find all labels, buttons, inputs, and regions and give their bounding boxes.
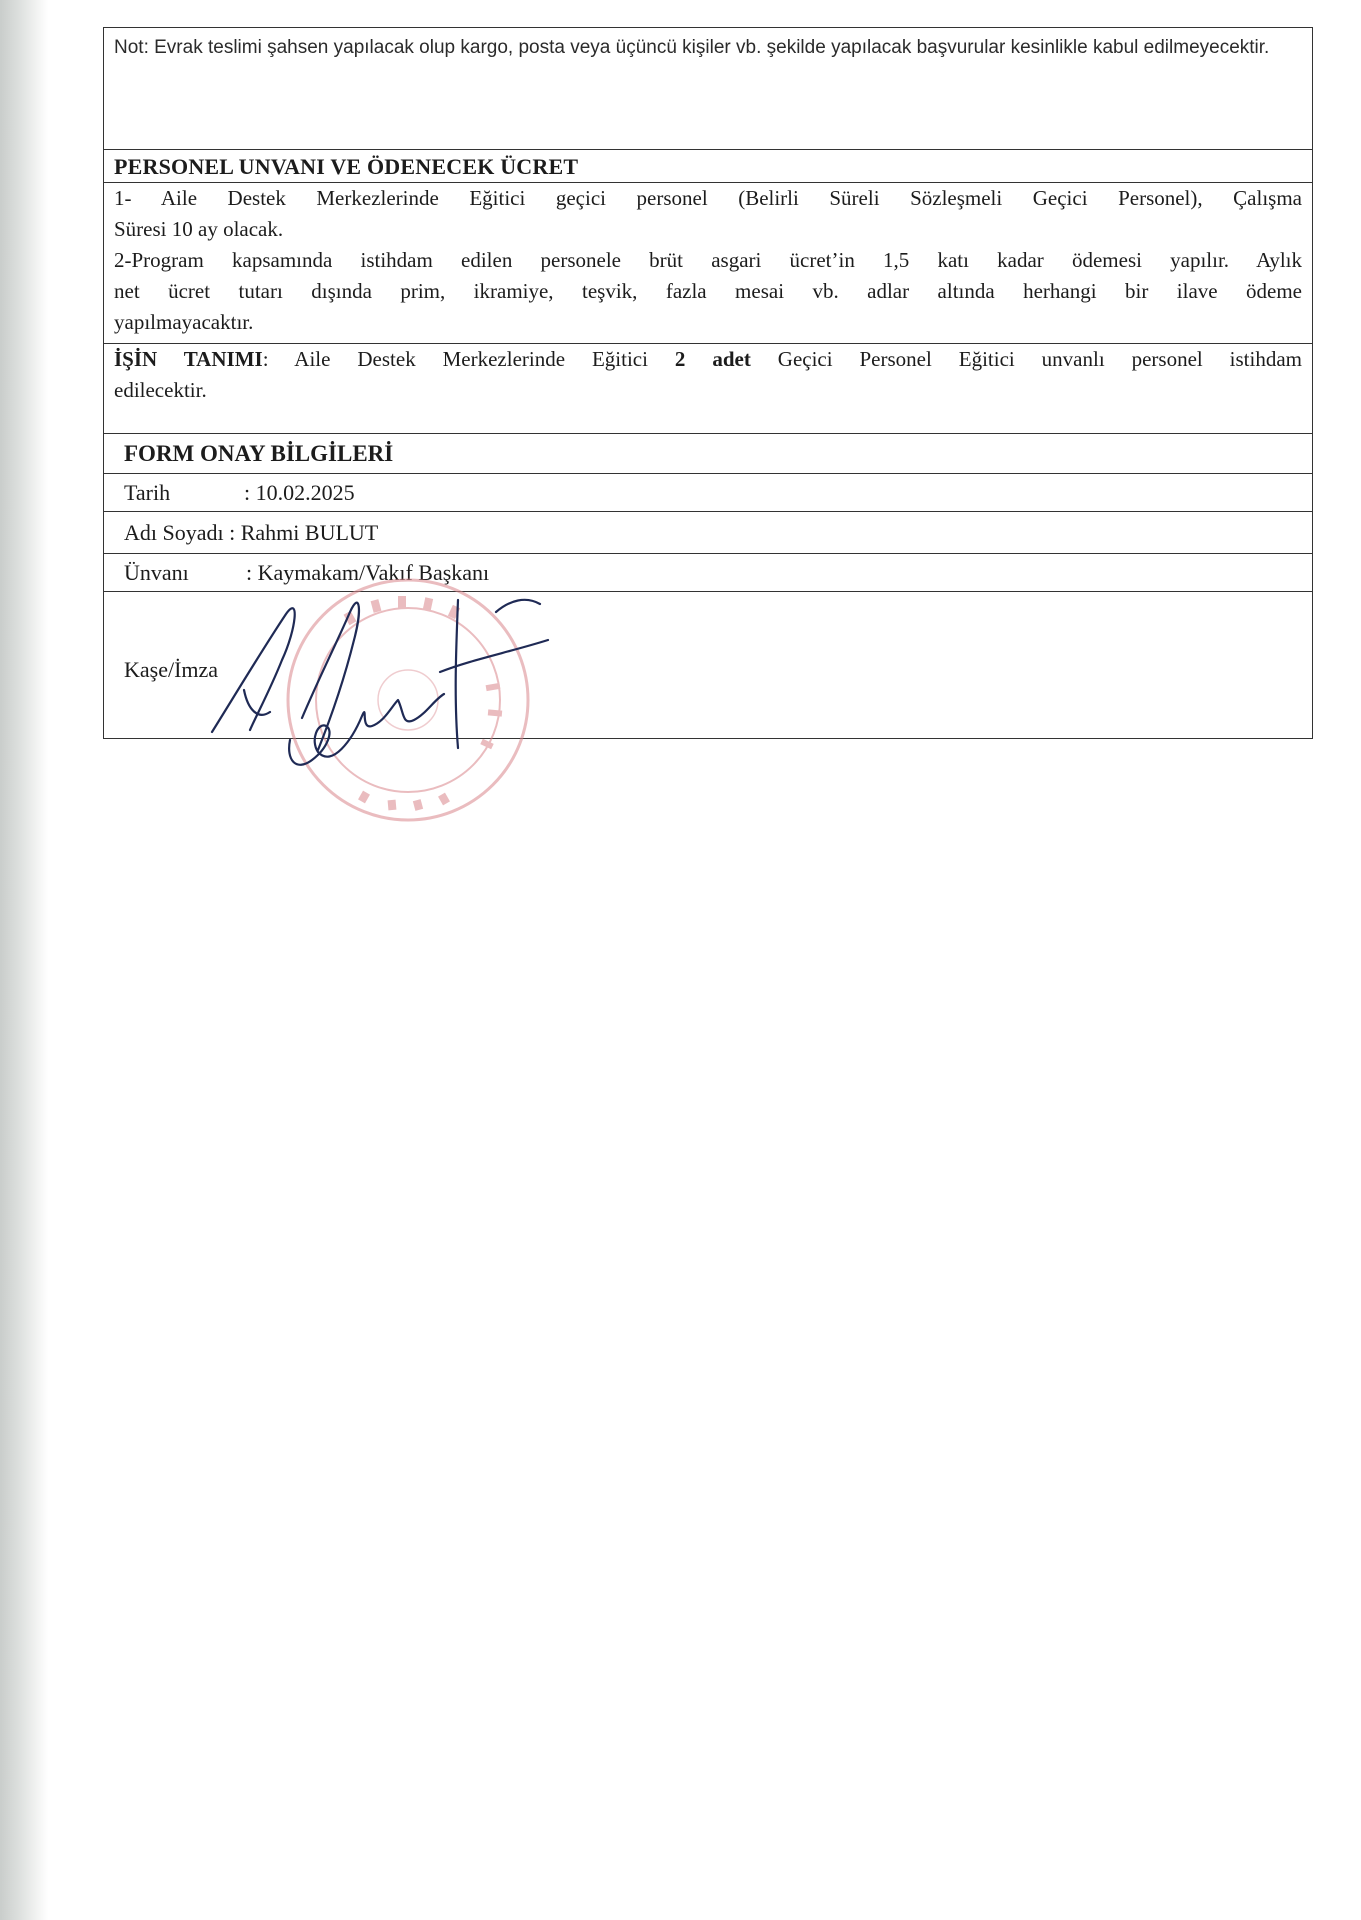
item1-line2: Süresi 10 ay olacak. — [114, 217, 284, 241]
official-stamp — [288, 580, 528, 820]
tarih-label: Tarih — [124, 480, 171, 505]
item2-line3: yapılmayacaktır. — [114, 310, 254, 334]
isin-tanimi-label: İŞİN TANIMI — [114, 347, 263, 371]
unvani-label: Ünvanı — [124, 560, 189, 585]
note-text: Not: Evrak teslimi şahsen yapılacak olup kargo, posta veya üçüncü kişiler vb. şekilde yapılacak başvurular kesinlikle kabul edilmeyecektir. — [114, 37, 1270, 58]
item2-line2: net ücret tutarı dışında prim, ikramiye, teşvik, fazla mesai vb. adlar altında herhangi bir ilave ödeme — [114, 279, 1302, 303]
kase-imza-label: Kaşe/İmza — [124, 657, 219, 682]
item2-line1: 2-Program kapsamında istihdam edilen personele brüt asgari ücret’in 1,5 katı kadar ödemesi yapılır. Aylık — [114, 248, 1302, 272]
isin-tanimi-count: 2 adet — [674, 347, 751, 371]
adi-soyadi-value: : Rahmi BULUT — [229, 520, 379, 545]
adi-soyadi-label: Adı Soyadı — [124, 520, 224, 545]
item1-line1: 1- Aile Destek Merkezlerinde Eğitici geçici personel (Belirli Süreli Sözleşmeli Geçici Personel), Çalışma — [114, 186, 1302, 210]
unvani-value: : Kaymakam/Vakıf Başkanı — [246, 560, 490, 585]
isin-tanimi-line2: edilecektir. — [114, 378, 207, 402]
personel-unvani-heading: PERSONEL UNVANI VE ÖDENECEK ÜCRET — [104, 149, 1312, 182]
isin-tanimi-text-before: : Aile Destek Merkezlerinde Eğitici — [262, 347, 675, 371]
form-onay-heading: FORM ONAY BİLGİLERİ — [104, 433, 1312, 473]
isin-tanimi-text-after: Geçici Personel Eğitici unvanlı personel istihdam — [750, 347, 1302, 371]
tarih-value: : 10.02.2025 — [244, 480, 355, 505]
